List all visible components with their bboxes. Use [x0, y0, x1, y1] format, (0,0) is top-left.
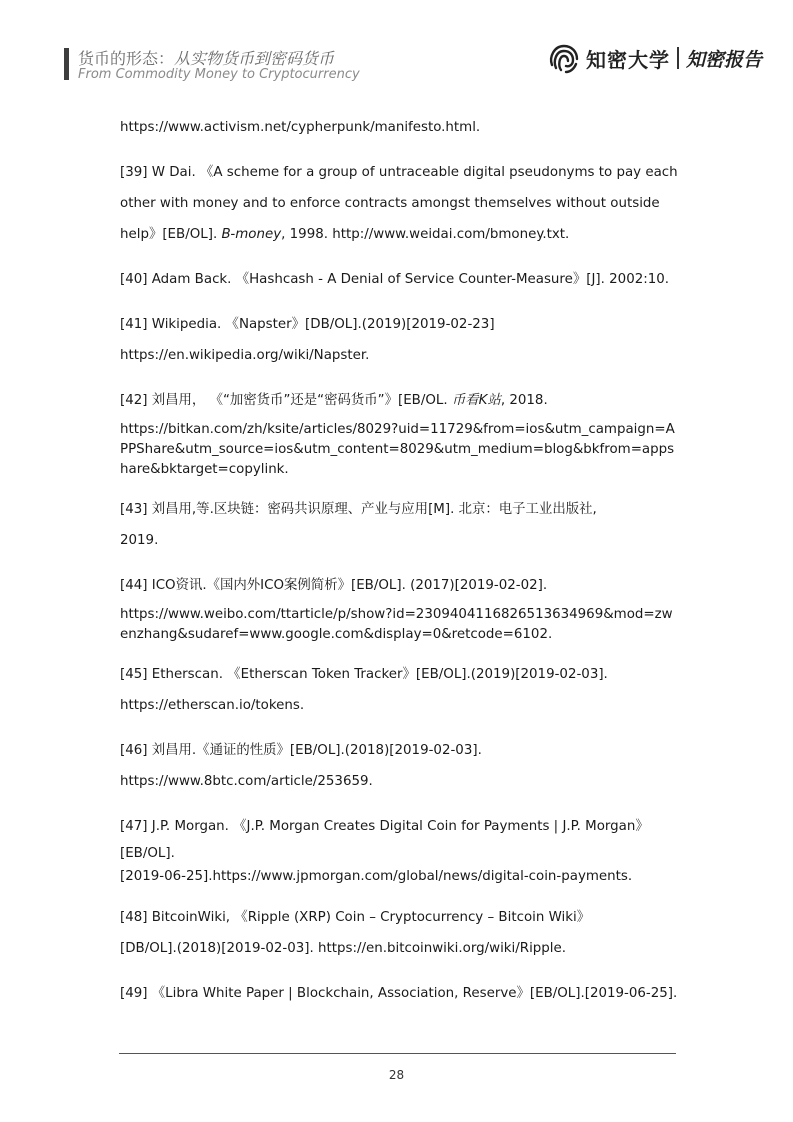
reference-url: https://bitkan.com/zh/ksite/articles/8029?uid=11729&from=ios&utm_campaign=APPShare&utm_source=ios&utm_content=8029&utm_medium=blog&bkfrom=appshare&bktarget=copylink. [120, 422, 675, 477]
reference-text: [44] ICO资讯.《国内外ICO案例简析》[EB/OL]. (2017)[2019-02-02]. [120, 578, 548, 593]
reference-text [120, 385, 676, 416]
reference-43 [120, 494, 676, 556]
header-title [78, 46, 334, 69]
reference-url: https://www.8btc.com/article/253659. [120, 774, 373, 789]
reference-source-italic: 币看K站 [451, 393, 501, 408]
reference-45 [120, 659, 676, 721]
header-accent-bar [64, 48, 69, 80]
header-title-cn-italic: 从实物货币到密码货币 [174, 49, 335, 68]
reference-text: 2019. [120, 533, 159, 548]
reference-text: [DB/OL].(2018)[2019-02-03]. https://en.bitcoinwiki.org/wiki/Ripple. [120, 941, 567, 956]
reference-text: other with money and to enforce contracts amongst themselves without outside [120, 196, 660, 211]
reference-text: [45] Etherscan. 《Etherscan Token Tracker》[EB/OL].(2019)[2019-02-03]. [120, 667, 608, 682]
reference-url: https://etherscan.io/tokens. [120, 698, 305, 713]
brand-logo [546, 40, 762, 76]
reference-text [120, 219, 676, 250]
reference-39 [120, 157, 676, 250]
reference-text: [46] 刘昌用.《通证的性质》[EB/OL].(2018)[2019-02-03]. [120, 743, 482, 758]
reference-38 [120, 112, 676, 143]
reference-text: [47] J.P. Morgan. 《J.P. Morgan Creates Digital Coin for Payments | J.P. Morgan》 [120, 819, 649, 834]
reference-text: [EB/OL]. [120, 846, 175, 861]
reference-text: [39] W Dai. 《A scheme for a group of untraceable digital pseudonyms to pay each [120, 165, 678, 180]
logo-divider [677, 47, 679, 69]
reference-text: [48] BitcoinWiki, 《Ripple (XRP) Coin – Cryptocurrency – Bitcoin Wiki》 [120, 910, 591, 925]
reference-title-italic: B-money [221, 227, 282, 242]
reference-text: [41] Wikipedia. 《Napster》[DB/OL].(2019)[2019-02-23] [120, 317, 495, 332]
reference-text-part: , 1998. http://www.weidai.com/bmoney.txt. [281, 227, 570, 242]
reference-41 [120, 309, 676, 371]
reference-text: [49] 《Libra White Paper | Blockchain, Association, Reserve》[EB/OL].[2019-06-25]. [120, 986, 678, 1001]
reference-40 [120, 264, 676, 295]
header-subtitle: From Commodity Money to Cryptocurrency [78, 67, 360, 82]
reference-text-part: , 2018. [500, 393, 548, 408]
reference-text: [43] 刘昌用,等.区块链：密码共识原理、产业与应用[M]. 北京：电子工业出版社, [120, 502, 597, 517]
reference-url: https://en.wikipedia.org/wiki/Napster. [120, 348, 370, 363]
reference-44 [120, 570, 676, 645]
reference-text: [40] Adam Back. 《Hashcash - A Denial of Service Counter-Measure》[J]. 2002:10. [120, 272, 670, 287]
reference-49 [120, 978, 676, 1009]
reference-url: https://www.activism.net/cypherpunk/manifesto.html. [120, 120, 481, 135]
reference-48 [120, 902, 676, 964]
logo-report: 知密报告 [686, 48, 763, 71]
fingerprint-logo-icon [546, 41, 580, 75]
footer-divider [119, 1053, 676, 1054]
reference-text-part: [42] 刘昌用， 《“加密货币”还是“密码货币”》[EB/OL. [120, 393, 452, 408]
reference-list [120, 112, 676, 1023]
reference-url: [2019-06-25].https://www.jpmorgan.com/global/news/digital-coin-payments. [120, 869, 633, 884]
page-number: 28 [388, 1068, 405, 1082]
header-title-cn: 货币的形态： [78, 49, 175, 68]
reference-46 [120, 735, 676, 797]
reference-text-part: help》[EB/OL]. [120, 227, 222, 242]
logo-name: 知密大学 [586, 47, 670, 72]
reference-47 [120, 811, 676, 888]
reference-42 [120, 385, 676, 480]
reference-url: https://www.weibo.com/ttarticle/p/show?id=2309404116826513634969&mod=zwenzhang&sudaref=www.google.com&display=0&retcode=6102. [120, 607, 673, 642]
